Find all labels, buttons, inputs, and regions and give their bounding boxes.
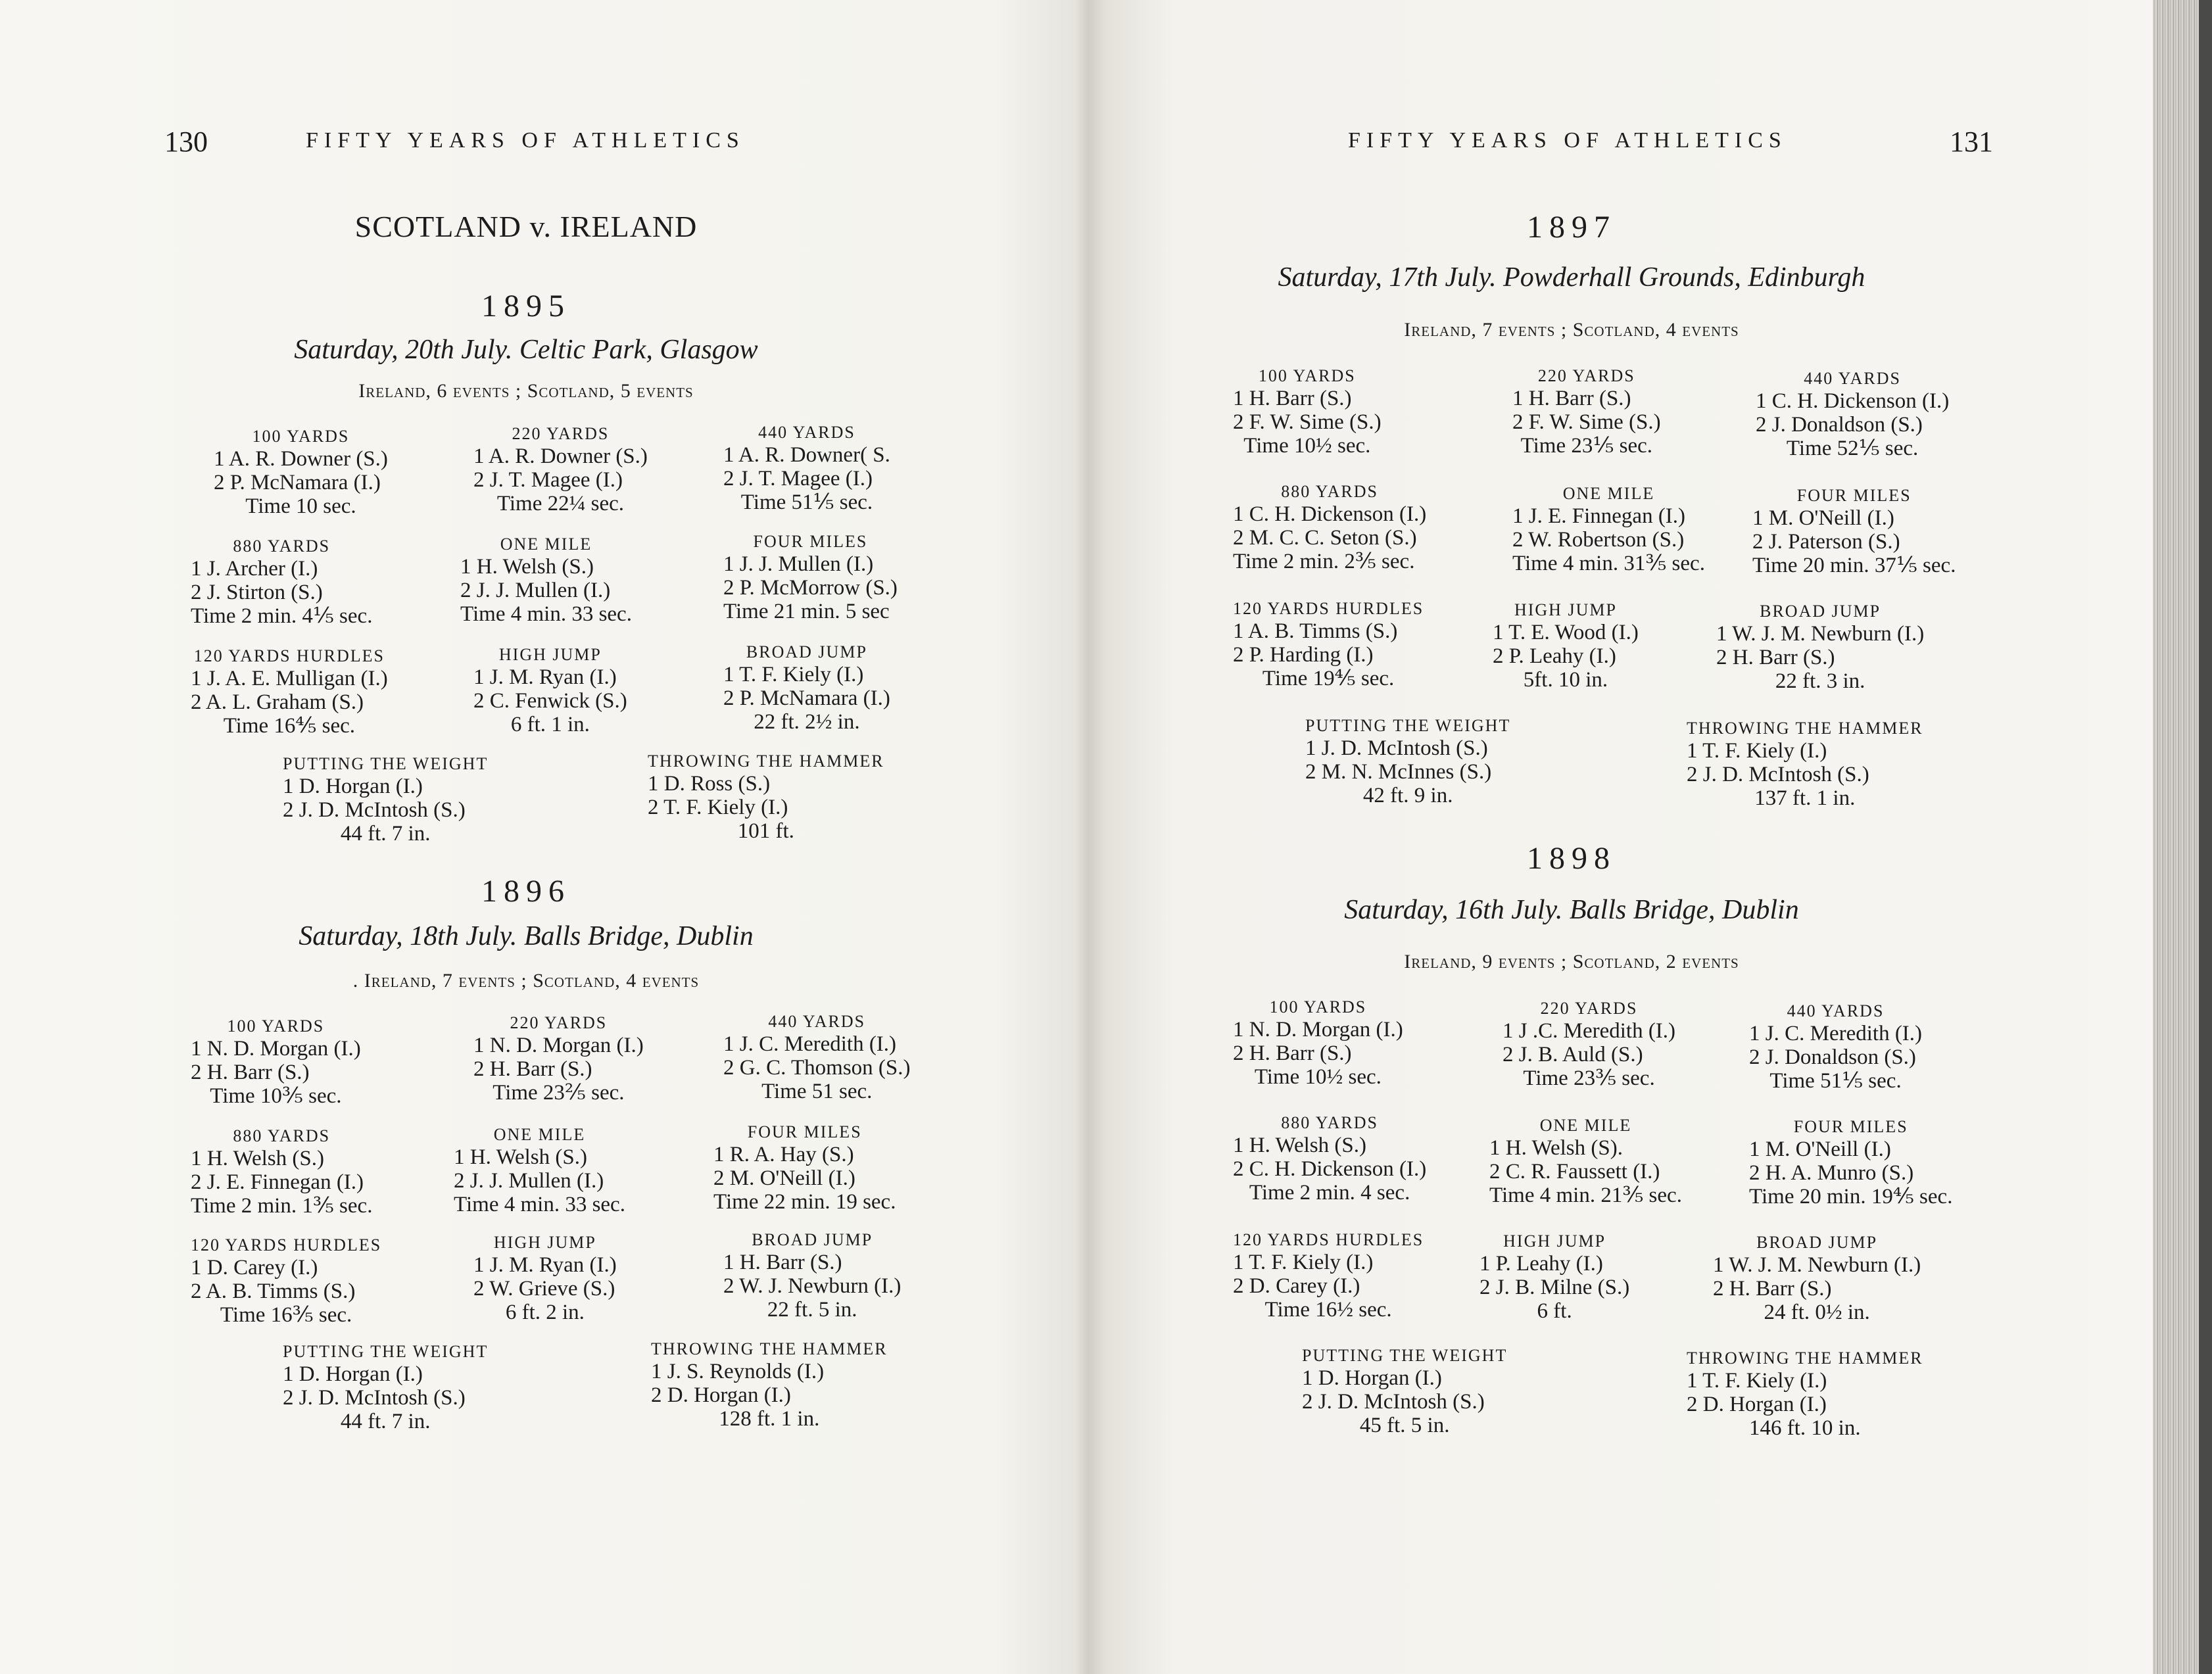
event-name: 880 YARDS	[1281, 1113, 1378, 1132]
score-1897: Ireland, 7 events ; Scotland, 4 events	[1404, 319, 1739, 341]
second-place: 2 H. Barr (S.)	[1233, 1041, 1352, 1065]
second-place: 2 F. W. Sime (S.)	[1233, 410, 1382, 434]
event-name: 880 YARDS	[233, 537, 331, 556]
score-1898: Ireland, 9 events ; Scotland, 2 events	[1404, 951, 1739, 972]
event-name: HIGH JUMP	[1514, 600, 1617, 619]
page-number-right: 131	[1950, 126, 1993, 158]
first-place: 1 M. O'Neill (I.)	[1752, 506, 1894, 530]
event-block	[723, 1011, 911, 1103]
event-result: Time 4 min. 21⅗ sec.	[1489, 1184, 1682, 1207]
running-head-right: FIFTY YEARS OF ATHLETICS	[1348, 128, 1787, 153]
event-name: FOUR MILES	[1796, 486, 1911, 505]
second-place: 2 J. J. Mullen (I.)	[454, 1169, 604, 1193]
event-result: Time 10⅗ sec.	[210, 1084, 342, 1108]
first-place: 1 J. M. Ryan (I.)	[473, 1253, 617, 1277]
event-result: Time 22 min. 19 sec.	[713, 1190, 896, 1214]
second-place: 2 P. McMorrow (S.)	[723, 576, 898, 600]
page-title: SCOTLAND v. IRELAND	[354, 210, 698, 243]
event-result: 6 ft. 2 in.	[505, 1301, 585, 1324]
first-place: 1 D. Carey (I.)	[191, 1256, 318, 1279]
event-name: 100 YARDS	[1258, 366, 1356, 385]
event-name: 120 YARDS HURDLES	[191, 1235, 382, 1255]
event-result: 146 ft. 10 in.	[1749, 1416, 1861, 1440]
first-place: 1 H. Welsh (S.)	[1233, 1134, 1366, 1157]
second-place: 2 P. McNamara (I.)	[214, 471, 381, 494]
event-result: Time 19⅘ sec.	[1262, 667, 1395, 690]
event-block	[460, 534, 632, 626]
event-block	[1233, 366, 1382, 458]
second-place: 2 C. R. Faussett (I.)	[1489, 1160, 1660, 1184]
first-place: 1 T. E. Wood (I.)	[1493, 621, 1639, 644]
first-place: 1 H. Welsh (S.)	[454, 1145, 587, 1169]
venue-1898: Saturday, 16th July. Balls Bridge, Dublin	[1344, 895, 1799, 925]
venue-1896: Saturday, 18th July. Balls Bridge, Dublin	[299, 921, 754, 951]
event-result: 101 ft.	[737, 819, 794, 843]
event-name: 220 YARDS	[510, 1013, 608, 1032]
right-page	[1092, 0, 2144, 1674]
second-place: 2 T. F. Kiely (I.)	[648, 796, 788, 819]
first-place: 1 H. Barr (S.)	[1233, 387, 1352, 410]
first-place: 1 H. Welsh (S.)	[460, 555, 594, 579]
event-name: 880 YARDS	[1281, 482, 1378, 501]
event-name: 120 YARDS HURDLES	[1233, 1230, 1424, 1249]
second-place: 2 C. Fenwick (S.)	[473, 689, 627, 713]
first-place: 1 W. J. M. Newburn (I.)	[1716, 622, 1925, 646]
first-place: 1 M. O'Neill (I.)	[1749, 1137, 1891, 1161]
event-name: ONE MILE	[1562, 484, 1655, 503]
event-name: BROAD JUMP	[746, 642, 867, 661]
first-place: 1 W. J. M. Newburn (I.)	[1713, 1253, 1921, 1277]
event-result: Time 2 min. 4 sec.	[1249, 1181, 1410, 1205]
event-name: BROAD JUMP	[1756, 1233, 1878, 1252]
second-place: 2 W. Robertson (S.)	[1512, 528, 1685, 552]
first-place: 1 A. R. Downer (S.)	[214, 447, 388, 471]
first-place: 1 N. D. Morgan (I.)	[191, 1037, 361, 1061]
event-block	[723, 422, 890, 514]
event-block	[1716, 601, 1924, 693]
first-place: 1 J. M. Ryan (I.)	[473, 665, 617, 689]
event-name: THROWING THE HAMMER	[648, 752, 884, 771]
event-name: HIGH JUMP	[493, 1233, 596, 1252]
event-result: 44 ft. 7 in.	[340, 1410, 431, 1433]
book-cover-edge	[2199, 0, 2212, 1674]
first-place: 1 J. S. Reynolds (I.)	[651, 1360, 825, 1383]
event-name: ONE MILE	[500, 535, 592, 554]
first-place: 1 A. R. Downer (S.)	[473, 444, 648, 468]
event-block	[1233, 481, 1426, 573]
event-block	[473, 1013, 644, 1105]
event-block	[1503, 998, 1675, 1090]
second-place: 2 M. C. C. Seton (S.)	[1233, 526, 1417, 550]
event-result: Time 51⅕ sec.	[740, 490, 873, 514]
event-name: PUTTING THE WEIGHT	[1302, 1346, 1508, 1365]
event-result: Time 16½ sec.	[1264, 1298, 1392, 1322]
event-block	[1752, 485, 1956, 577]
event-block	[723, 642, 890, 734]
left-page	[0, 0, 1065, 1674]
event-block	[1479, 1231, 1629, 1323]
second-place: 2 H. A. Munro (S.)	[1749, 1161, 1914, 1185]
first-place: 1 A. B. Timms (S.)	[1233, 619, 1398, 643]
event-name: THROWING THE HAMMER	[1687, 1349, 1923, 1368]
event-result: Time 20 min. 37⅕ sec.	[1752, 554, 1956, 577]
event-block	[1512, 366, 1661, 458]
event-result: 137 ft. 1 in.	[1754, 786, 1856, 810]
event-name: BROAD JUMP	[752, 1230, 873, 1249]
second-place: 2 J. D. McIntosh (S.)	[283, 798, 466, 822]
event-block	[1756, 368, 1949, 460]
event-block	[473, 644, 627, 736]
event-result: 22 ft. 2½ in.	[754, 710, 860, 734]
event-result: 22 ft. 3 in.	[1775, 669, 1865, 693]
second-place: 2 P. McNamara (I.)	[723, 686, 890, 710]
score-1895: Ireland, 6 events ; Scotland, 5 events	[358, 380, 694, 402]
first-place: 1 J. A. E. Mulligan (I.)	[191, 667, 388, 690]
event-result: Time 21 min. 5 sec	[723, 600, 890, 623]
event-block	[1687, 1348, 1923, 1440]
first-place: 1 D. Horgan (I.)	[1302, 1366, 1442, 1390]
event-name: 880 YARDS	[233, 1126, 331, 1145]
first-place: 1 H. Welsh (S).	[1489, 1136, 1623, 1160]
second-place: 2 J. T. Magee (I.)	[723, 467, 873, 490]
first-place: 1 J. D. McIntosh (S.)	[1305, 736, 1488, 760]
event-result: Time 2 min. 2⅗ sec.	[1233, 550, 1415, 573]
event-name: HIGH JUMP	[1503, 1232, 1606, 1251]
event-block	[723, 1230, 901, 1322]
event-result: 6 ft. 1 in.	[510, 713, 590, 736]
second-place: 2 D. Horgan (I.)	[1687, 1393, 1827, 1416]
running-head-left: FIFTY YEARS OF ATHLETICS	[306, 128, 745, 153]
event-block	[191, 536, 372, 628]
first-place: 1 A. R. Downer( S.	[723, 443, 890, 467]
event-block	[1233, 1230, 1424, 1322]
event-name: 440 YARDS	[758, 423, 855, 442]
event-name: 440 YARDS	[1787, 1001, 1885, 1020]
event-block	[723, 531, 898, 623]
event-name: PUTTING THE WEIGHT	[283, 1342, 489, 1361]
event-result: 45 ft. 5 in.	[1359, 1414, 1450, 1437]
event-name: ONE MILE	[1539, 1116, 1632, 1135]
first-place: 1 J. J. Mullen (I.)	[723, 552, 874, 576]
event-name: 100 YARDS	[1269, 997, 1367, 1016]
event-result: Time 10½ sec.	[1254, 1065, 1382, 1089]
event-block	[713, 1122, 896, 1214]
event-result: 128 ft. 1 in.	[719, 1407, 820, 1431]
first-place: 1 J. C. Meredith (I.)	[723, 1032, 897, 1056]
second-place: 2 M. N. McInnes (S.)	[1305, 760, 1492, 784]
first-place: 1 T. F. Kiely (I.)	[1233, 1251, 1374, 1274]
first-place: 1 R. A. Hay (S.)	[713, 1143, 854, 1166]
event-name: 120 YARDS HURDLES	[193, 646, 385, 665]
second-place: 2 J. E. Finnegan (I.)	[191, 1170, 364, 1194]
second-place: 2 A. B. Timms (S.)	[191, 1279, 356, 1303]
first-place: 1 C. H. Dickenson (I.)	[1756, 389, 1950, 413]
event-block	[1305, 715, 1510, 807]
second-place: 2 D. Horgan (I.)	[651, 1383, 791, 1407]
event-name: 220 YARDS	[1537, 366, 1635, 385]
score-1896: . Ireland, 7 events ; Scotland, 4 events	[352, 970, 700, 992]
event-block	[651, 1339, 888, 1431]
first-place: 1 T. F. Kiely (I.)	[1687, 1369, 1827, 1393]
first-place: 1 J. E. Finnegan (I.)	[1512, 504, 1686, 528]
event-block	[1713, 1232, 1921, 1324]
event-name: FOUR MILES	[753, 532, 868, 551]
event-block	[1302, 1345, 1507, 1437]
event-block	[1493, 600, 1639, 692]
first-place: 1 J. C. Meredith (I.)	[1749, 1022, 1923, 1045]
year-heading-1895: 1895	[481, 289, 571, 323]
second-place: 2 W. Grieve (S.)	[473, 1277, 615, 1301]
event-block	[214, 426, 388, 518]
second-place: 2 H. Barr (S.)	[1713, 1277, 1832, 1301]
event-block	[191, 1235, 381, 1327]
page-number-left: 130	[164, 126, 208, 158]
event-block	[454, 1124, 625, 1216]
second-place: 2 P. Harding (I.)	[1233, 643, 1374, 667]
event-block	[648, 751, 884, 843]
year-heading-1896: 1896	[481, 874, 571, 909]
event-result: Time 23⅖ sec.	[493, 1081, 625, 1105]
event-name: HIGH JUMP	[498, 645, 602, 664]
event-block	[1233, 997, 1403, 1089]
first-place: 1 D. Horgan (I.)	[283, 1362, 423, 1386]
event-result: 5ft. 10 in.	[1523, 668, 1608, 692]
event-name: 440 YARDS	[1804, 369, 1901, 388]
second-place: 2 J. Donaldson (S.)	[1756, 413, 1923, 437]
event-result: 42 ft. 9 in.	[1362, 784, 1453, 807]
event-name: 100 YARDS	[252, 427, 350, 446]
venue-1897: Saturday, 17th July. Powderhall Grounds, Edinburgh	[1278, 262, 1865, 293]
event-result: Time 22¼ sec.	[496, 492, 625, 515]
second-place: 2 M. O'Neill (I.)	[713, 1166, 855, 1190]
second-place: 2 H. Barr (S.)	[191, 1061, 310, 1084]
event-name: THROWING THE HAMMER	[651, 1339, 888, 1358]
event-block	[191, 646, 388, 738]
second-place: 2 H. Barr (S.)	[473, 1057, 592, 1081]
event-result: Time 16⅗ sec.	[220, 1303, 352, 1327]
event-name: PUTTING THE WEIGHT	[1305, 716, 1511, 735]
first-place: 1 J. Archer (I.)	[191, 557, 318, 581]
event-result: Time 51 sec.	[761, 1080, 873, 1103]
first-place: 1 T. F. Kiely (I.)	[1687, 739, 1827, 763]
year-heading-1898: 1898	[1527, 841, 1616, 876]
event-name: 220 YARDS	[512, 424, 610, 443]
first-place: 1 H. Barr (S.)	[1512, 387, 1631, 410]
second-place: 2 J. B. Milne (S.)	[1479, 1276, 1630, 1299]
event-name: PUTTING THE WEIGHT	[283, 754, 489, 773]
second-place: 2 C. H. Dickenson (I.)	[1233, 1157, 1427, 1181]
second-place: 2 A. L. Graham (S.)	[191, 690, 364, 714]
event-name: FOUR MILES	[747, 1122, 862, 1141]
event-result: 44 ft. 7 in.	[340, 822, 431, 846]
second-place: 2 J. Paterson (S.)	[1752, 530, 1900, 554]
event-result: Time 4 min. 31⅗ sec.	[1512, 552, 1705, 575]
first-place: 1 C. H. Dickenson (I.)	[1233, 502, 1427, 526]
event-result: Time 52⅕ sec.	[1786, 437, 1919, 460]
event-result: Time 4 min. 33 sec.	[454, 1193, 625, 1216]
second-place: 2 H. Barr (S.)	[1716, 646, 1835, 669]
second-place: 2 F. W. Sime (S.)	[1512, 410, 1661, 434]
event-block	[1233, 598, 1424, 690]
event-name: FOUR MILES	[1793, 1117, 1908, 1136]
event-block	[283, 1341, 488, 1433]
event-block	[1749, 1001, 1922, 1093]
second-place: 2 J. Donaldson (S.)	[1749, 1045, 1916, 1069]
event-block	[473, 1232, 617, 1324]
event-result: Time 16⅘ sec.	[223, 714, 356, 738]
event-block	[191, 1126, 372, 1218]
event-name: 100 YARDS	[227, 1016, 325, 1036]
second-place: 2 D. Carey (I.)	[1233, 1274, 1360, 1298]
first-place: 1 J .C. Meredith (I.)	[1503, 1019, 1676, 1043]
event-name: 120 YARDS HURDLES	[1233, 599, 1424, 618]
event-result: Time 2 min. 1⅗ sec.	[191, 1194, 373, 1218]
event-block	[191, 1016, 361, 1108]
event-block	[1233, 1112, 1426, 1205]
event-block	[1489, 1115, 1682, 1207]
first-place: 1 H. Barr (S.)	[723, 1251, 842, 1274]
event-result: Time 23⅗ sec.	[1523, 1066, 1655, 1090]
second-place: 2 W. J. Newburn (I.)	[723, 1274, 902, 1298]
event-name: 220 YARDS	[1540, 999, 1638, 1018]
second-place: 2 J. Stirton (S.)	[191, 581, 323, 604]
year-heading-1897: 1897	[1527, 210, 1616, 245]
second-place: 2 J. J. Mullen (I.)	[460, 579, 611, 602]
second-place: 2 J. D. McIntosh (S.)	[1687, 763, 1869, 786]
event-result: Time 51⅕ sec.	[1769, 1069, 1902, 1093]
venue-1895: Saturday, 20th July. Celtic Park, Glasgow	[294, 335, 758, 365]
event-name: ONE MILE	[493, 1125, 586, 1144]
event-result: Time 23⅕ sec.	[1520, 434, 1652, 458]
event-result: Time 10 sec.	[245, 494, 356, 518]
event-block	[283, 753, 488, 846]
event-name: BROAD JUMP	[1760, 602, 1881, 621]
second-place: 2 J. D. McIntosh (S.)	[1302, 1390, 1485, 1414]
second-place: 2 J. T. Magee (I.)	[473, 468, 623, 492]
event-block	[473, 423, 648, 515]
first-place: 1 D. Horgan (I.)	[283, 775, 423, 798]
first-place: 1 N. D. Morgan (I.)	[1233, 1018, 1403, 1041]
first-place: 1 H. Welsh (S.)	[191, 1147, 324, 1170]
second-place: 2 P. Leahy (I.)	[1493, 644, 1616, 668]
event-block	[1512, 483, 1705, 575]
event-result: 24 ft. 0½ in.	[1764, 1301, 1870, 1324]
second-place: 2 J. B. Auld (S.)	[1503, 1043, 1643, 1066]
event-result: Time 4 min. 33 sec.	[460, 602, 632, 626]
first-place: 1 T. F. Kiely (I.)	[723, 663, 864, 686]
event-result: Time 2 min. 4⅕ sec.	[191, 604, 373, 628]
second-place: 2 G. C. Thomson (S.)	[723, 1056, 911, 1080]
first-place: 1 D. Ross (S.)	[648, 772, 771, 796]
second-place: 2 J. D. McIntosh (S.)	[283, 1386, 466, 1410]
event-result: 22 ft. 5 in.	[767, 1298, 857, 1322]
first-place: 1 N. D. Morgan (I.)	[473, 1034, 644, 1057]
event-result: 6 ft.	[1537, 1299, 1572, 1323]
event-name: THROWING THE HAMMER	[1687, 719, 1923, 738]
first-place: 1 P. Leahy (I.)	[1479, 1252, 1603, 1276]
event-block	[1749, 1116, 1952, 1208]
event-block	[1687, 718, 1923, 810]
event-result: Time 10½ sec.	[1243, 434, 1371, 458]
event-name: 440 YARDS	[768, 1012, 866, 1031]
event-result: Time 20 min. 19⅘ sec.	[1749, 1185, 1953, 1208]
